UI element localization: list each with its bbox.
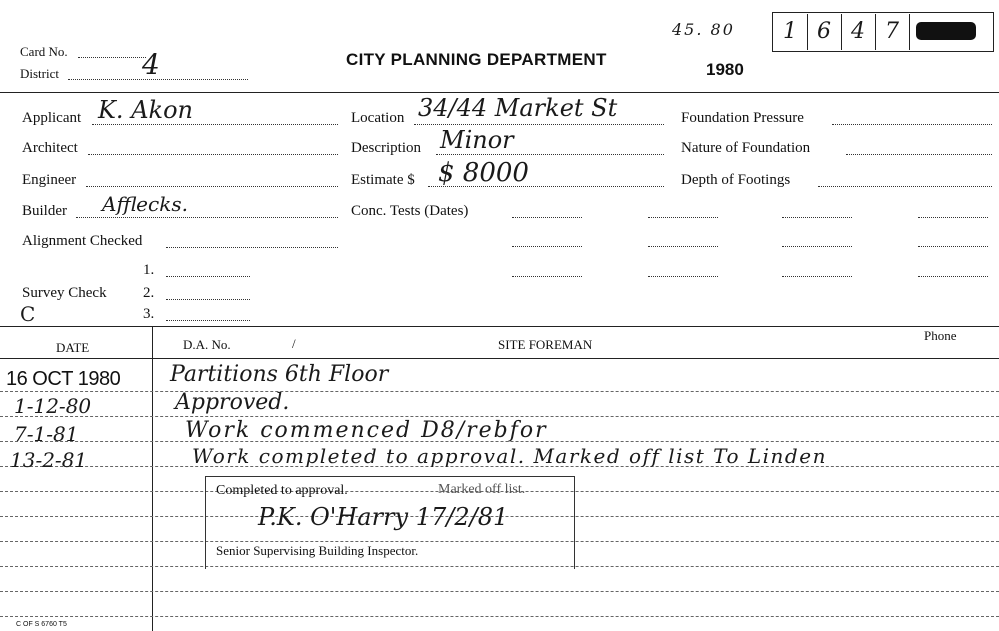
conc-tests-label: Conc. Tests (Dates) xyxy=(351,203,469,219)
survey-num-1: 1. xyxy=(143,262,155,278)
depth-footings-line xyxy=(818,186,992,187)
conc-test-line xyxy=(918,217,988,218)
conc-test-line xyxy=(782,217,852,218)
depth-footings-label: Depth of Footings xyxy=(681,172,791,188)
architect-label: Architect xyxy=(22,140,78,156)
phone-header: Phone xyxy=(924,328,957,343)
log-header-divider xyxy=(0,358,999,359)
survey-line-1 xyxy=(166,276,250,277)
location-label: Location xyxy=(351,110,405,126)
log-row-line xyxy=(0,591,999,592)
estimate-label: Estimate $ xyxy=(351,172,415,188)
log-entry-text: Work commenced D8/rebfor xyxy=(185,418,548,443)
nature-foundation-label: Nature of Foundation xyxy=(681,140,811,156)
log-entry-date: 7-1-81 xyxy=(14,422,79,446)
date-header: DATE xyxy=(56,340,90,355)
conc-test-line xyxy=(648,276,718,277)
conc-test-line xyxy=(782,276,852,277)
engineer-line xyxy=(86,186,338,187)
applicant-label: Applicant xyxy=(22,110,82,126)
survey-mark: C xyxy=(20,302,36,326)
stamp-title-text: Senior Supervising Building Inspector. xyxy=(216,543,419,558)
applicant-line xyxy=(92,124,338,125)
page-title: CITY PLANNING DEPARTMENT xyxy=(346,50,607,69)
estimate-value: $ 8000 xyxy=(438,158,529,188)
log-entry-text: Work completed to approval. Marked off list To Linden xyxy=(192,444,827,468)
conc-test-line xyxy=(648,217,718,218)
log-row-line xyxy=(0,616,999,617)
log-entry-text: Partitions 6th Floor xyxy=(170,362,389,387)
reference-number: 45. 80 xyxy=(672,20,735,39)
applicant-value: K. Akon xyxy=(98,96,193,124)
description-value: Minor xyxy=(440,126,514,154)
redaction-block xyxy=(916,22,976,40)
foundation-pressure-label: Foundation Pressure xyxy=(681,110,804,126)
card-digit: 4 xyxy=(841,14,876,50)
log-entry-date: 13-2-81 xyxy=(10,448,88,472)
conc-test-line xyxy=(512,276,582,277)
stamp-marked-text: Marked off list. xyxy=(438,482,526,497)
card-no-line xyxy=(78,57,146,58)
description-label: Description xyxy=(351,140,421,156)
header-divider xyxy=(0,92,999,93)
card-digit: 7 xyxy=(875,14,910,50)
da-no-slash: / xyxy=(292,336,296,351)
survey-num-3: 3. xyxy=(143,306,155,322)
location-value: 34/44 Market St xyxy=(418,94,618,122)
log-entry-date: 1-12-80 xyxy=(14,394,92,418)
log-top-border xyxy=(0,326,999,327)
survey-line-2 xyxy=(166,299,250,300)
conc-test-line xyxy=(648,246,718,247)
log-row-line xyxy=(0,416,999,417)
conc-test-line xyxy=(512,246,582,247)
card-no-label: Card No. xyxy=(20,44,68,59)
year-label: 1980 xyxy=(706,60,744,79)
location-line xyxy=(414,124,664,125)
stamp-completed-text: Completed to approval. xyxy=(216,483,348,498)
survey-num-2: 2. xyxy=(143,285,155,301)
log-entry-text: Approved. xyxy=(175,390,290,415)
log-entry-date: 16 OCT 1980 xyxy=(6,368,121,390)
card-digit: 6 xyxy=(807,14,842,50)
architect-line xyxy=(88,154,338,155)
alignment-label: Alignment Checked xyxy=(22,233,143,249)
card-digit: 1 xyxy=(773,14,808,50)
description-line xyxy=(436,154,664,155)
conc-test-line xyxy=(512,217,582,218)
date-column-divider xyxy=(152,326,153,631)
survey-line-3 xyxy=(166,320,250,321)
conc-test-line xyxy=(918,246,988,247)
conc-test-line xyxy=(918,276,988,277)
builder-line xyxy=(76,217,338,218)
survey-label: Survey Check xyxy=(22,285,107,301)
engineer-label: Engineer xyxy=(22,172,77,188)
district-value: 4 xyxy=(142,48,160,81)
site-foreman-header: SITE FOREMAN xyxy=(498,337,593,352)
stamp-signature: P.K. O'Harry 17/2/81 xyxy=(258,503,509,531)
approval-stamp xyxy=(205,476,575,569)
builder-label: Builder xyxy=(22,203,67,219)
district-label: District xyxy=(20,66,59,81)
conc-test-line xyxy=(782,246,852,247)
log-row-line xyxy=(0,391,999,392)
da-no-header: D.A. No. xyxy=(183,337,231,352)
builder-value: Afflecks. xyxy=(102,192,188,216)
foundation-pressure-line xyxy=(832,124,992,125)
form-code: C OF S 6760 T5 xyxy=(16,621,67,628)
nature-foundation-line xyxy=(846,154,992,155)
alignment-line xyxy=(166,247,338,248)
